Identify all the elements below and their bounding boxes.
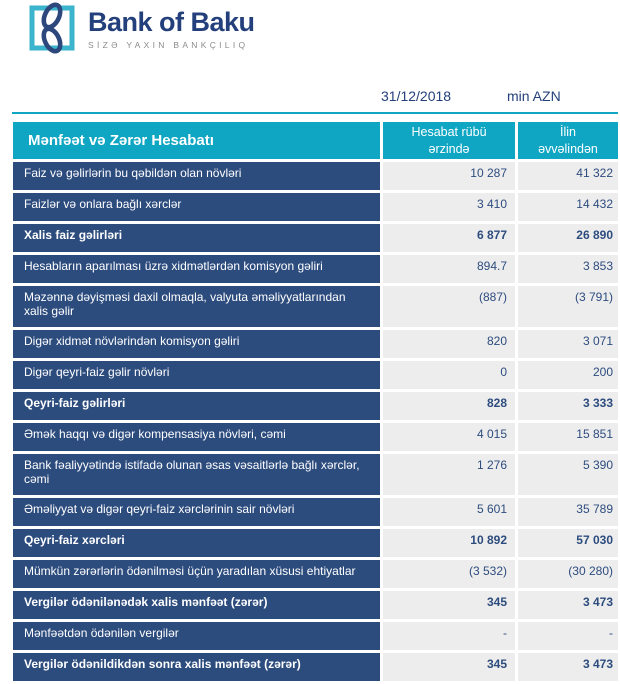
bank-of-baku-logo-icon [28, 0, 76, 54]
row-label: Bank fəaliyyətində istifadə olunan əsas vəsaitlərlə bağlı xərclər, cəmi [13, 454, 380, 495]
row-value-quarter: 10 287 [383, 162, 515, 190]
row-value-quarter: 6 877 [383, 224, 515, 252]
table-row [13, 622, 618, 650]
table-row [13, 361, 618, 389]
row-value-ytd: (30 280) [518, 560, 618, 588]
row-value-ytd: 200 [518, 361, 618, 389]
row-value-quarter: 820 [383, 330, 515, 358]
row-value-quarter: 0 [383, 361, 515, 389]
table-row [13, 255, 618, 283]
table-row [13, 423, 618, 451]
table-header-row [13, 122, 618, 159]
row-value-ytd: - [518, 622, 618, 650]
row-label: Xalis faiz gəlirləri [13, 224, 380, 252]
row-label: Faiz və gəlirlərin bu qəbildən olan növləri [13, 162, 380, 190]
row-label: Əmək haqqı və digər kompensasiya növləri, cəmi [13, 423, 380, 451]
profit-loss-table [13, 122, 618, 684]
row-value-quarter: 3 410 [383, 193, 515, 221]
brand-tagline: SİZƏ YAXIN BANKÇILIQ [88, 40, 249, 50]
row-value-quarter: 1 276 [383, 454, 515, 495]
table-row-subtotal [13, 392, 618, 420]
brand-text [88, 0, 255, 54]
table-row [13, 560, 618, 588]
table-row [13, 286, 618, 327]
table-row-subtotal [13, 591, 618, 619]
row-value-quarter: 894.7 [383, 255, 515, 283]
row-value-quarter: - [383, 622, 515, 650]
row-label: Əməliyyat və digər qeyri-faiz xərclərinin sair növləri [13, 498, 380, 526]
row-value-ytd: 35 789 [518, 498, 618, 526]
row-label: Mənfəətdən ödənilən vergilər [13, 622, 380, 650]
row-label: Məzənnə dəyişməsi daxil olmaqla, valyuta əməliyyatlarından xalis gəlir [13, 286, 380, 327]
row-value-quarter: 828 [383, 392, 515, 420]
row-label: Qeyri-faiz gəlirləri [13, 392, 380, 420]
row-label: Vergilər ödənildikdən sonra xalis mənfəət (zərər) [13, 653, 380, 681]
table-row [13, 162, 618, 190]
row-value-quarter: 345 [383, 591, 515, 619]
row-label: Mümkün zərərlərin ödənilməsi üçün yaradılan xüsusi ehtiyatlar [13, 560, 380, 588]
table-row-total [13, 653, 618, 681]
row-value-quarter: 10 892 [383, 529, 515, 557]
table-top-rule [12, 112, 618, 114]
row-value-quarter: 4 015 [383, 423, 515, 451]
row-value-quarter: (887) [383, 286, 515, 327]
currency-unit: min AZN [507, 88, 561, 104]
row-value-ytd: 41 322 [518, 162, 618, 190]
row-value-ytd: 15 851 [518, 423, 618, 451]
row-value-ytd: (3 791) [518, 286, 618, 327]
row-value-quarter: 5 601 [383, 498, 515, 526]
row-label: Faizlər və onlara bağlı xərclər [13, 193, 380, 221]
row-value-ytd: 14 432 [518, 193, 618, 221]
row-value-ytd: 57 030 [518, 529, 618, 557]
brand-name: Bank of Baku [88, 7, 255, 37]
table-title: Mənfəət və Zərər Hesabatı [13, 122, 380, 159]
row-value-ytd: 3 333 [518, 392, 618, 420]
row-value-ytd: 3 473 [518, 591, 618, 619]
row-value-ytd: 3 473 [518, 653, 618, 681]
table-row-subtotal [13, 224, 618, 252]
row-label: Vergilər ödənilənədək xalis mənfəət (zərər) [13, 591, 380, 619]
table-row [13, 193, 618, 221]
table-row [13, 454, 618, 495]
column-header-quarter: Hesabat rübü ərzində [383, 122, 515, 159]
row-label: Hesabların aparılması üzrə xidmətlərdən komisyon gəliri [13, 255, 380, 283]
row-value-ytd: 3 853 [518, 255, 618, 283]
row-label: Qeyri-faiz xərcləri [13, 529, 380, 557]
brand-header [28, 0, 255, 54]
row-label: Digər xidmət növlərindən komisyon gəliri [13, 330, 380, 358]
report-date: 31/12/2018 [381, 88, 452, 104]
column-header-ytd: İlin əvvəlindən [518, 122, 618, 159]
row-value-quarter: 345 [383, 653, 515, 681]
table-row [13, 330, 618, 358]
row-label: Digər qeyri-faiz gəlir növləri [13, 361, 380, 389]
row-value-ytd: 26 890 [518, 224, 618, 252]
table-row-subtotal [13, 529, 618, 557]
table-row [13, 498, 618, 526]
row-value-quarter: (3 532) [383, 560, 515, 588]
row-value-ytd: 3 071 [518, 330, 618, 358]
row-value-ytd: 5 390 [518, 454, 618, 495]
